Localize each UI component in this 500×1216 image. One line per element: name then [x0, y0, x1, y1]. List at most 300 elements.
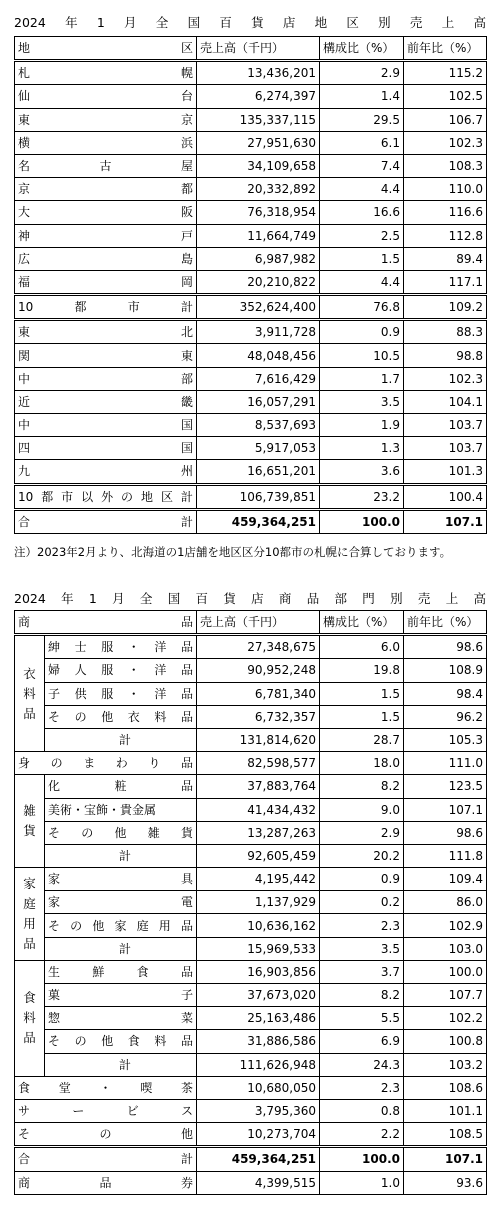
label-char: 仙: [18, 89, 31, 104]
yoy-cell: 100.4: [404, 484, 487, 509]
item-name: [15, 1147, 197, 1171]
ratio-cell: 0.2: [320, 891, 404, 914]
yoy-cell: 123.5: [404, 775, 487, 798]
label-spread: [48, 985, 193, 1005]
label-char: 家: [48, 895, 61, 910]
label-char: 品: [180, 756, 193, 771]
label-char: 料: [23, 1010, 36, 1026]
label-char: の: [74, 709, 87, 724]
label-char: 他: [101, 709, 114, 724]
label-spread: [18, 1173, 193, 1193]
yoy-cell: 104.1: [404, 390, 487, 413]
label-spread: [48, 1031, 193, 1051]
item-name: [45, 682, 197, 705]
sales-cell: 10,273,704: [197, 1123, 320, 1147]
sales-cell: 135,337,115: [197, 108, 320, 131]
region-name: [15, 224, 197, 247]
sales-cell: 16,651,201: [197, 460, 320, 484]
label-char: 士: [74, 640, 87, 655]
label-spread: [18, 1149, 193, 1169]
ratio-cell: 1.9: [320, 414, 404, 437]
label-char: 家: [48, 872, 61, 887]
label-char: 喫: [140, 1080, 153, 1095]
label-char: 地: [140, 489, 153, 504]
table-row: [15, 61, 487, 85]
label-spread: [48, 684, 193, 704]
group-label: [15, 775, 45, 868]
label-char: の: [74, 1034, 87, 1049]
sales-cell: 352,624,400: [197, 295, 320, 320]
label-char: 堂: [58, 1080, 71, 1095]
yoy-cell: 101.1: [404, 1099, 487, 1122]
ratio-cell: 0.9: [320, 868, 404, 891]
label-char: 品: [99, 1175, 112, 1190]
label-char: 区: [180, 41, 193, 56]
sales-cell: 3,795,360: [197, 1099, 320, 1122]
label-char: り: [148, 756, 161, 771]
subtotal-row: [15, 295, 487, 320]
label-char: 大: [18, 205, 31, 220]
item-name: [45, 960, 197, 983]
label-char: そ: [48, 1034, 61, 1049]
table-row: [15, 1099, 487, 1122]
label-char: 10: [18, 300, 34, 315]
label-spread: [18, 156, 193, 176]
title-char: 高: [473, 15, 486, 30]
label-char: 雑: [23, 803, 36, 819]
table-row: [15, 821, 487, 844]
label-char: 服: [101, 640, 114, 655]
yoy-cell: 98.4: [404, 682, 487, 705]
label-char: 子: [180, 988, 193, 1003]
ratio-cell: 4.4: [320, 270, 404, 294]
yoy-cell: 107.1: [404, 798, 487, 821]
ratio-cell: 1.4: [320, 85, 404, 108]
label-char: 福: [18, 274, 31, 289]
ratio-cell: 0.8: [320, 1099, 404, 1122]
yoy-cell: 105.3: [404, 728, 487, 751]
label-char: 都: [41, 489, 54, 504]
label-char: 他: [180, 1127, 193, 1142]
title-char: 上: [445, 591, 459, 606]
sales-cell: 459,364,251: [197, 1147, 320, 1171]
label-char: 関: [18, 348, 31, 363]
table-row: [15, 798, 487, 821]
sales-cell: 7,616,429: [197, 367, 320, 390]
item-name: [45, 984, 197, 1007]
sales-cell: 16,057,291: [197, 390, 320, 413]
label-spread: [18, 415, 193, 435]
label-spread: [48, 637, 193, 657]
label-char: の: [70, 918, 83, 933]
title-char: 上: [441, 15, 455, 30]
label-char: 供: [74, 686, 87, 701]
sales-cell: 8,537,693: [197, 414, 320, 437]
label-spread: [48, 823, 193, 843]
yoy-cell: 88.3: [404, 320, 487, 344]
ratio-cell: 1.5: [320, 705, 404, 728]
label-char: 他: [92, 918, 105, 933]
label-char: 岡: [180, 274, 193, 289]
label-char: 庭: [136, 918, 149, 933]
ratio-cell: 5.5: [320, 1007, 404, 1030]
table-row: [15, 914, 487, 937]
voucher-row: [15, 1171, 487, 1194]
item-name: [15, 752, 197, 775]
label-char: 国: [180, 441, 193, 456]
yoy-cell: 102.2: [404, 1007, 487, 1030]
label-spread: [18, 226, 193, 246]
table-row: [15, 247, 487, 270]
label-char: 雑: [147, 825, 160, 840]
title-char: 高: [473, 591, 486, 606]
title-char: 貨: [251, 15, 264, 30]
label-char: 古: [99, 159, 112, 174]
label-char: 地: [18, 41, 31, 56]
label-char: 菓: [48, 988, 61, 1003]
label-char: サ: [18, 1104, 31, 1119]
sales-cell: 76,318,954: [197, 201, 320, 224]
title-char: 品: [306, 591, 320, 606]
label-spread: [48, 776, 193, 796]
group-label: [15, 960, 45, 1076]
label-spread: [18, 487, 193, 507]
label-spread: [18, 369, 193, 389]
label-spread: [18, 1101, 193, 1121]
label-spread: [18, 133, 193, 153]
sales-cell: 11,664,749: [197, 224, 320, 247]
table-row: [15, 154, 487, 177]
ratio-cell: 6.9: [320, 1030, 404, 1053]
region-name: [15, 131, 197, 154]
label-char: そ: [48, 825, 61, 840]
table-row: [15, 891, 487, 914]
ratio-cell: 18.0: [320, 752, 404, 775]
title-char: 地: [314, 15, 328, 30]
item-name: [45, 891, 197, 914]
ratio-cell: 2.9: [320, 821, 404, 844]
item-name: [45, 868, 197, 891]
label-char: 家: [23, 875, 36, 891]
header-ratio: 構成比（%）: [320, 37, 404, 61]
grand-total-row: [15, 1147, 487, 1171]
label-char: 生: [48, 964, 61, 979]
ratio-cell: 1.5: [320, 682, 404, 705]
table-row: [15, 1076, 487, 1099]
label-char: 用: [158, 918, 171, 933]
label-char: 品: [180, 663, 193, 678]
yoy-cell: 111.0: [404, 752, 487, 775]
yoy-cell: 107.1: [404, 1147, 487, 1171]
sales-cell: 37,883,764: [197, 775, 320, 798]
title-char: 月: [112, 591, 125, 606]
label-char: 広: [18, 251, 31, 266]
label-char: 衣: [23, 665, 36, 681]
table-row: [15, 659, 487, 682]
ratio-cell: 28.7: [320, 728, 404, 751]
table-row: [15, 390, 487, 413]
label-spread: [48, 916, 193, 936]
yoy-cell: 98.8: [404, 344, 487, 367]
header-category: [15, 611, 197, 635]
ratio-cell: 3.5: [320, 937, 404, 960]
label-char: 合: [18, 514, 31, 529]
label-char: 洋: [154, 640, 167, 655]
item-name: [45, 775, 197, 798]
ratio-cell: 8.2: [320, 984, 404, 1007]
ratio-cell: 100.0: [320, 1147, 404, 1171]
label-char: 婦: [48, 663, 61, 678]
ratio-cell: 16.6: [320, 201, 404, 224]
yoy-cell: 101.3: [404, 460, 487, 484]
ratio-cell: 2.2: [320, 1123, 404, 1147]
region-table-title: [14, 14, 486, 32]
label-char: 神: [18, 228, 31, 243]
label-spread: [18, 86, 193, 106]
label-char: 幌: [180, 66, 193, 81]
label-char: 粧: [114, 779, 127, 794]
label-char: 市: [61, 489, 74, 504]
table-row: [15, 178, 487, 201]
title-char: 部: [334, 591, 348, 606]
title-char: 国: [187, 15, 201, 30]
region-name: [15, 154, 197, 177]
ratio-cell: 0.9: [320, 320, 404, 344]
group-total-label: 計: [45, 1053, 197, 1076]
label-char: 用: [23, 915, 36, 931]
region-name: [15, 320, 197, 344]
label-spread: [18, 272, 193, 292]
sales-cell: 5,917,053: [197, 437, 320, 460]
sales-cell: 90,952,248: [197, 659, 320, 682]
yoy-cell: 116.6: [404, 201, 487, 224]
sales-cell: 6,732,357: [197, 705, 320, 728]
label-char: 食: [127, 1034, 140, 1049]
sales-cell: 37,673,020: [197, 984, 320, 1007]
other-total-row: [15, 484, 487, 509]
sales-cell: 27,951,630: [197, 131, 320, 154]
table-row: [15, 752, 487, 775]
yoy-cell: 109.2: [404, 295, 487, 320]
yoy-cell: 98.6: [404, 635, 487, 659]
sales-cell: 6,274,397: [197, 85, 320, 108]
label-spread: [48, 869, 193, 889]
label-char: 食: [136, 964, 149, 979]
label-char: 鮮: [92, 964, 105, 979]
yoy-cell: 98.6: [404, 821, 487, 844]
sales-cell: 6,987,982: [197, 247, 320, 270]
label-spread: [48, 1008, 193, 1028]
yoy-cell: 115.2: [404, 61, 487, 85]
ratio-cell: 24.3: [320, 1053, 404, 1076]
label-char: 島: [180, 251, 193, 266]
ratio-cell: 2.9: [320, 61, 404, 85]
table-row: [15, 960, 487, 983]
label-char: 品: [180, 918, 193, 933]
region-name: [15, 437, 197, 460]
label-char: 10: [18, 489, 34, 504]
label-spread: [18, 63, 193, 83]
label-spread: [48, 660, 193, 680]
label-char: 洋: [154, 663, 167, 678]
label-char: 浜: [180, 135, 193, 150]
table-row: [15, 320, 487, 344]
ratio-cell: 9.0: [320, 798, 404, 821]
sales-cell: 111,626,948: [197, 1053, 320, 1076]
label-char: 品: [180, 1034, 193, 1049]
label-char: 計: [180, 300, 193, 315]
label-char: 料: [154, 1034, 167, 1049]
table-row: [15, 635, 487, 659]
group-label: [15, 635, 45, 752]
table-row: [15, 775, 487, 798]
item-name: [15, 1076, 197, 1099]
label-char: 札: [18, 66, 31, 81]
label-char: 品: [180, 686, 193, 701]
label-char: そ: [18, 1127, 31, 1142]
sales-cell: 459,364,251: [197, 509, 320, 533]
label-char: 区: [160, 489, 173, 504]
label-char: 菜: [180, 1011, 193, 1026]
label-char: 中: [18, 371, 31, 386]
title-char: 全: [139, 591, 153, 606]
title-char: 年: [61, 591, 74, 606]
sales-cell: 6,781,340: [197, 682, 320, 705]
ratio-cell: 29.5: [320, 108, 404, 131]
yoy-cell: 100.8: [404, 1030, 487, 1053]
table-row: [15, 131, 487, 154]
table-row: [15, 224, 487, 247]
table-row: [15, 108, 487, 131]
region-name: [15, 344, 197, 367]
label-char: 戸: [180, 228, 193, 243]
title-char: 2024: [14, 15, 46, 30]
sales-cell: 82,598,577: [197, 752, 320, 775]
region-name: [15, 178, 197, 201]
label-char: 以: [81, 489, 94, 504]
sales-cell: 4,195,442: [197, 868, 320, 891]
label-char: 京: [18, 182, 31, 197]
label-spread: [48, 962, 193, 982]
label-spread: [18, 438, 193, 458]
label-char: 九: [18, 464, 31, 479]
label-char: 品: [23, 705, 36, 721]
region-name: [15, 509, 197, 533]
label-char: 近: [18, 394, 31, 409]
label-spread: [48, 707, 193, 727]
label-char: 東: [18, 112, 31, 127]
label-char: 美術・宝飾・貴金属: [48, 802, 157, 817]
label-char: 品: [180, 615, 193, 630]
label-char: そ: [48, 918, 61, 933]
yoy-cell: 89.4: [404, 247, 487, 270]
label-spread: [18, 461, 193, 481]
yoy-cell: 108.5: [404, 1123, 487, 1147]
item-name: [15, 1123, 197, 1147]
title-char: 2024: [14, 591, 46, 606]
sales-cell: 20,332,892: [197, 178, 320, 201]
item-name: [15, 1099, 197, 1122]
header-sales: 売上高（千円）: [197, 37, 320, 61]
ratio-cell: 4.4: [320, 178, 404, 201]
label-char: 品: [180, 640, 193, 655]
header-yoy: 前年比（%）: [404, 611, 487, 635]
label-char: 身: [18, 756, 31, 771]
region-name: [15, 460, 197, 484]
item-name: [45, 705, 197, 728]
yoy-cell: 108.9: [404, 659, 487, 682]
label-char: 商: [18, 615, 31, 630]
label-spread: [18, 179, 193, 199]
sales-cell: 15,969,533: [197, 937, 320, 960]
label-spread: [48, 800, 193, 820]
label-char: ー: [72, 1104, 85, 1119]
label-spread: [18, 322, 193, 342]
label-char: 貨: [180, 825, 193, 840]
ratio-cell: 6.1: [320, 131, 404, 154]
table-row: [15, 1007, 487, 1030]
item-name: [45, 635, 197, 659]
label-char: 州: [180, 464, 193, 479]
label-char: 庭: [23, 895, 36, 911]
item-name: [45, 821, 197, 844]
sales-cell: 48,048,456: [197, 344, 320, 367]
ratio-cell: 6.0: [320, 635, 404, 659]
ratio-cell: 23.2: [320, 484, 404, 509]
yoy-cell: 107.7: [404, 984, 487, 1007]
label-char: 家: [114, 918, 127, 933]
label-char: 品: [23, 935, 36, 951]
table-row: [15, 344, 487, 367]
header-ratio: 構成比（%）: [320, 611, 404, 635]
sales-cell: 10,680,050: [197, 1076, 320, 1099]
label-spread: [18, 753, 193, 773]
header-region: [15, 37, 197, 61]
label-char: 計: [180, 514, 193, 529]
label-char: 名: [18, 159, 31, 174]
label-char: 他: [114, 825, 127, 840]
yoy-cell: 112.8: [404, 224, 487, 247]
label-char: 中: [18, 418, 31, 433]
ratio-cell: 2.3: [320, 1076, 404, 1099]
group-total-row: [15, 1053, 487, 1076]
yoy-cell: 86.0: [404, 891, 487, 914]
sales-cell: 20,210,822: [197, 270, 320, 294]
sales-cell: 4,399,515: [197, 1171, 320, 1194]
yoy-cell: 103.7: [404, 414, 487, 437]
ratio-cell: 1.7: [320, 367, 404, 390]
title-char: 全: [155, 15, 169, 30]
label-char: 他: [101, 1034, 114, 1049]
label-spread: [18, 38, 193, 58]
yoy-cell: 111.8: [404, 844, 487, 867]
label-char: 子: [48, 686, 61, 701]
table-row: [15, 1030, 487, 1053]
label-char: 惣: [48, 1011, 61, 1026]
ratio-cell: 3.7: [320, 960, 404, 983]
title-char: 1: [88, 591, 97, 606]
label-char: 阪: [180, 205, 193, 220]
label-spread: [18, 392, 193, 412]
table-row: [15, 682, 487, 705]
label-spread: [18, 202, 193, 222]
yoy-cell: 102.5: [404, 85, 487, 108]
region-name: [15, 85, 197, 108]
grand-total-row: [15, 509, 487, 533]
label-char: ビ: [126, 1104, 139, 1119]
label-char: 品: [180, 964, 193, 979]
sales-cell: 13,436,201: [197, 61, 320, 85]
